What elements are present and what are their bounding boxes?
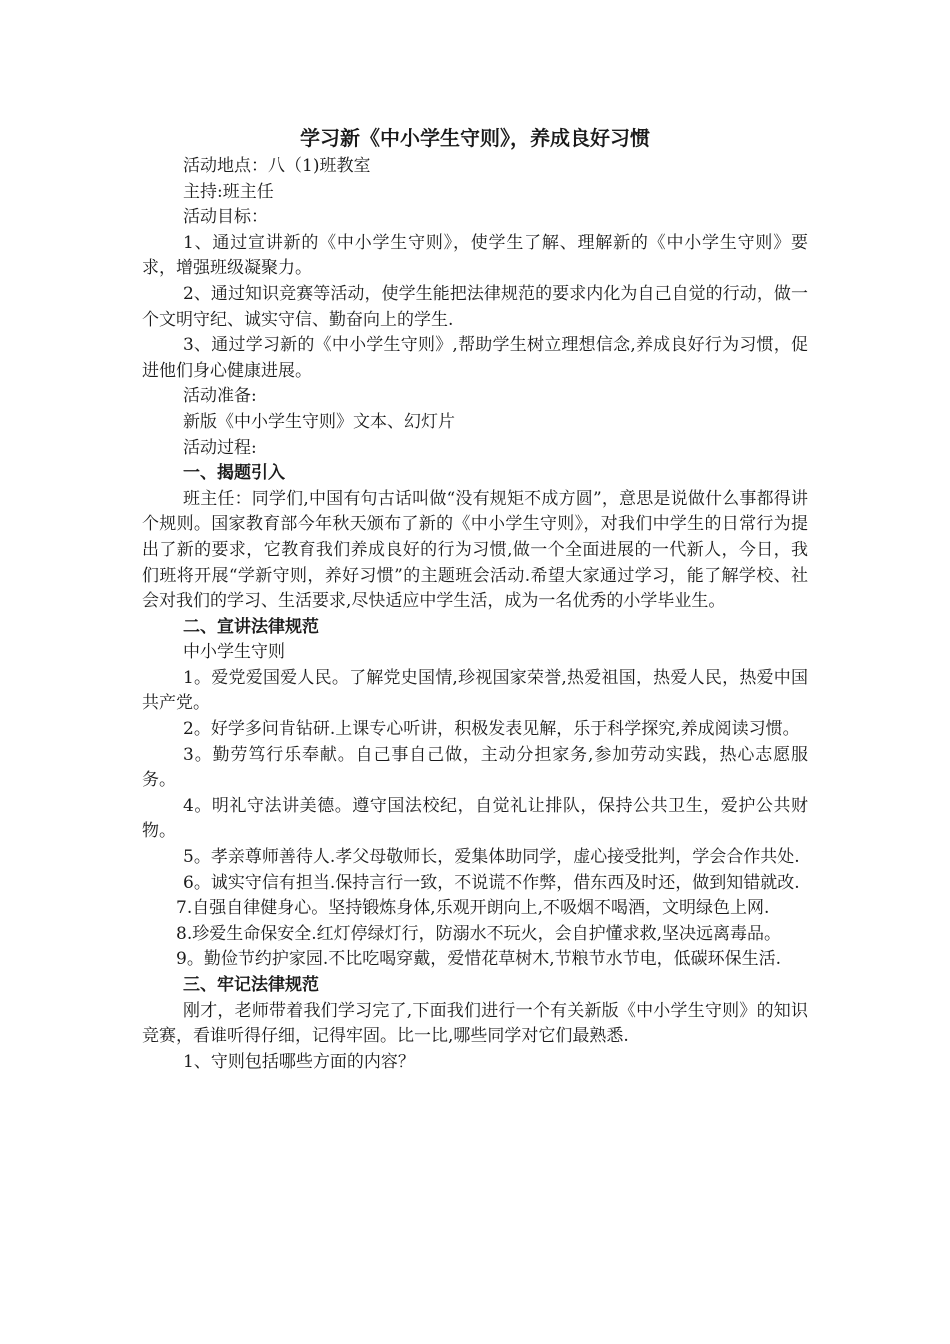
paragraph: 活动准备: bbox=[183, 386, 257, 407]
paragraph: 3、通过学习新的《中小学生守则》,帮助学生树立理想信念,养成良好行为习惯，促进他们身心健康进展。 bbox=[142, 335, 808, 381]
paragraph: 新版《中小学生守则》文本、幻灯片 bbox=[183, 411, 455, 432]
section-heading: 二、宣讲法律规范 bbox=[183, 616, 319, 637]
paragraph: 班主任：同学们,中国有句古话叫做“没有规矩不成方圆”，意思是说做什么事都得讲个规则。国家教育部今年秋天颁布了新的《中小学生守则》，对我们中学生的日常行为提出了新的要求，它教育我们养成良好的行为习惯,做一个全面进展的一代新人，今日，我们班将开展“学新守则，养好习惯”的主题班会活动.希望大家通过学习，能了解学校、社会对我们的学习、生活要求,尽快适应中学生活，成为一名优秀的小学毕业生。 bbox=[142, 488, 808, 612]
paragraph: 中小学生守则 bbox=[183, 642, 285, 663]
section-heading: 一、揭题引入 bbox=[183, 463, 285, 484]
paragraph: 7.自强自律健身心。坚持锻炼身体,乐观开朗向上,不吸烟不喝酒，文明绿色上网. bbox=[176, 898, 770, 919]
paragraph: 1。爱党爱国爱人民。了解党史国情,珍视国家荣誉,热爱祖国，热爱人民，热爱中国共产党。 bbox=[142, 667, 808, 714]
paragraph: 活动目标： bbox=[183, 207, 268, 228]
paragraph: 1、守则包括哪些方面的内容？ bbox=[183, 1051, 415, 1072]
paragraph: 6。诚实守信有担当.保持言行一致，不说谎不作弊，借东西及时还，做到知错就改. bbox=[183, 872, 800, 893]
paragraph: 1、通过宣讲新的《中小学生守则》，使学生了解、理解新的《中小学生守则》要求，增强班级凝聚力。 bbox=[142, 232, 808, 279]
document-title: 学习新《中小学生守则》，养成良好习惯 bbox=[300, 126, 650, 150]
paragraph: 活动过程: bbox=[183, 437, 257, 458]
paragraph: 活动地点：八（1)班教室 bbox=[183, 156, 371, 176]
paragraph: 5。孝亲尊师善待人.孝父母敬师长，爱集体助同学，虚心接受批判，学会合作共处. bbox=[183, 847, 800, 868]
document-page bbox=[142, 122, 808, 1075]
paragraph: 4。明礼守法讲美德。遵守国法校纪，自觉礼让排队，保持公共卫生，爱护公共财物。 bbox=[142, 795, 808, 842]
paragraph: 2。好学多问肯钻研.上课专心听讲，积极发表见解，乐于科学探究,养成阅读习惯。 bbox=[183, 719, 800, 740]
paragraph: 主持:班主任 bbox=[183, 181, 274, 202]
paragraph: 3。勤劳笃行乐奉献。自己事自己做，主动分担家务,参加劳动实践，热心志愿服务。 bbox=[142, 744, 808, 791]
paragraph: 2、通过知识竞赛等活动，使学生能把法律规范的要求内化为自己自觉的行动，做一个文明守纪、诚实守信、勤奋向上的学生. bbox=[142, 283, 808, 330]
document-body bbox=[142, 154, 808, 1075]
paragraph: 9。勤俭节约护家园.不比吃喝穿戴，爱惜花草树木,节粮节水节电，低碳环保生活. bbox=[176, 949, 782, 970]
paragraph: 8.珍爱生命保安全.红灯停绿灯行，防溺水不玩火，会自护懂求救,坚决远离毒品。 bbox=[176, 923, 782, 944]
section-heading: 三、牢记法律规范 bbox=[183, 975, 319, 995]
paragraph: 刚才，老师带着我们学习完了,下面我们进行一个有关新版《中小学生守则》的知识竞赛，看谁听得仔细，记得牢固。比一比,哪些同学对它们最熟悉. bbox=[142, 1000, 808, 1047]
